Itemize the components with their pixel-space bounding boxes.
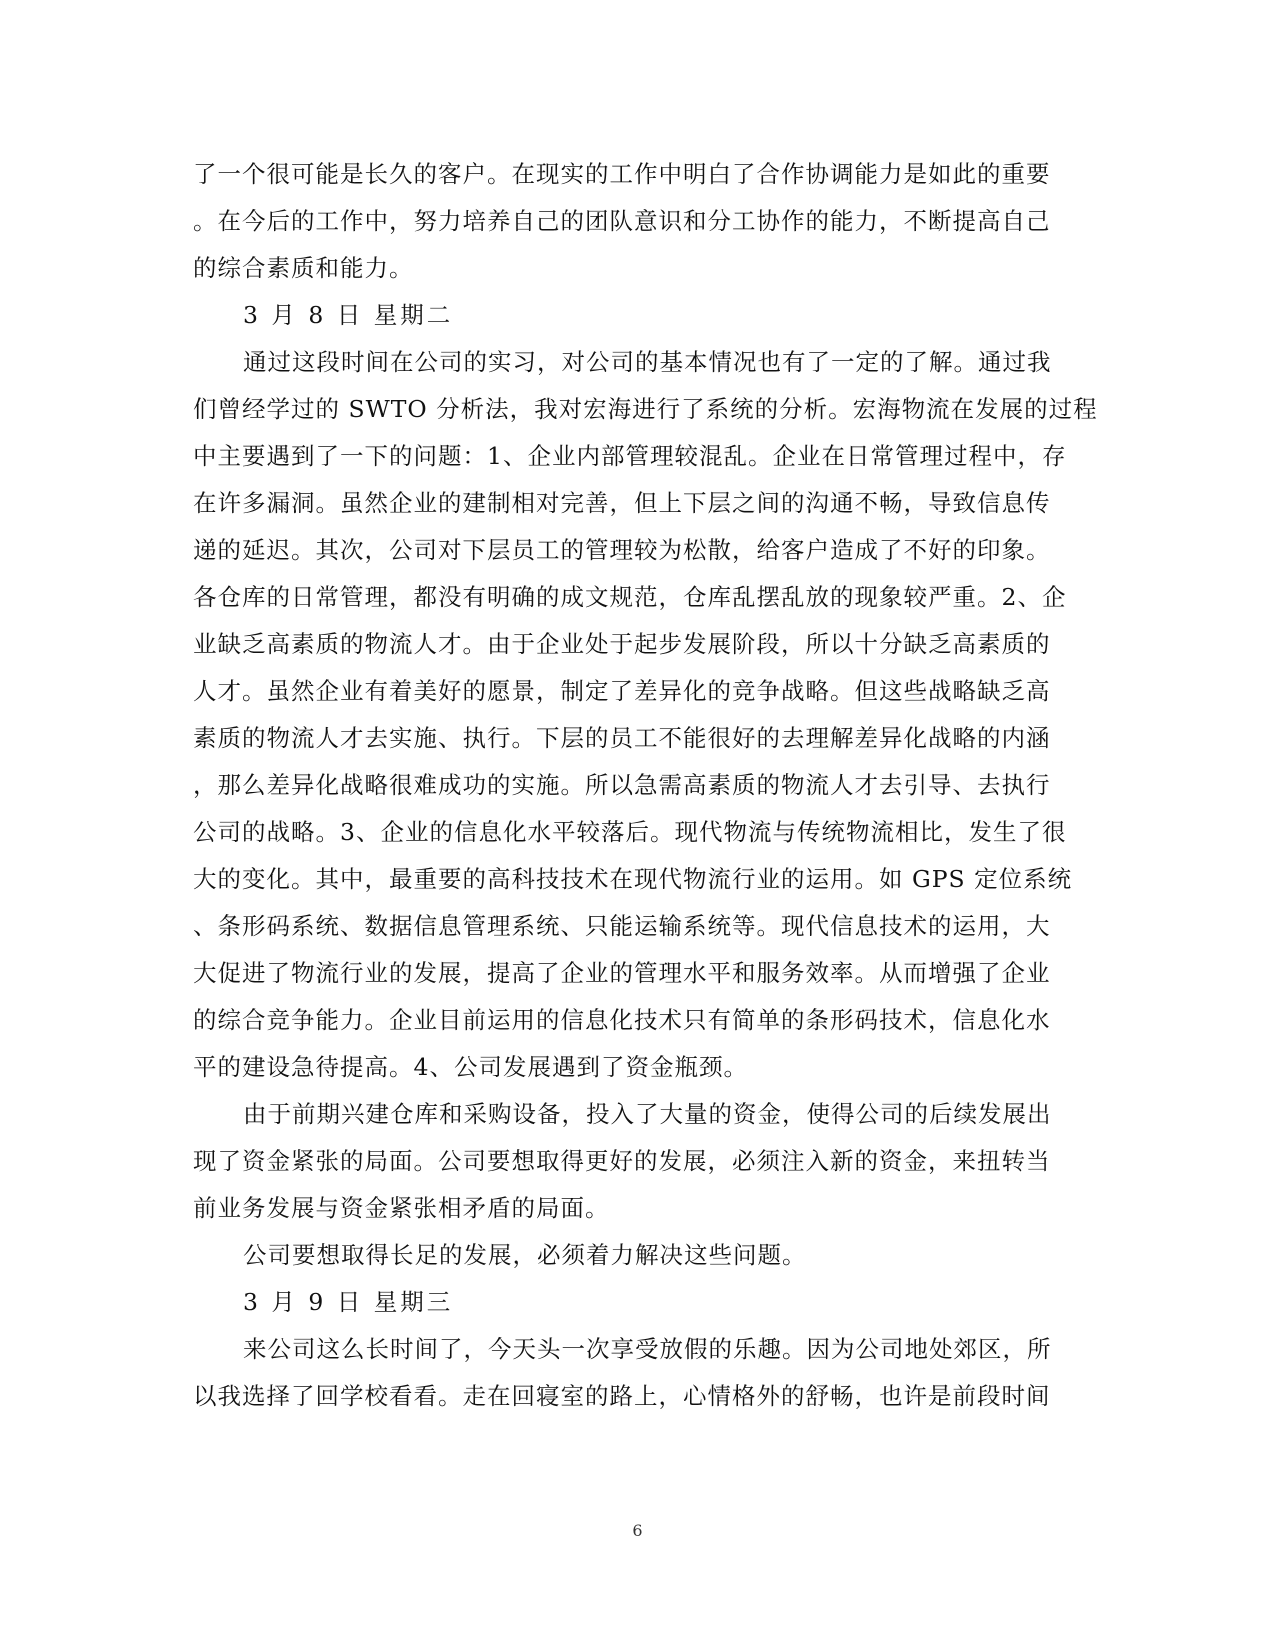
body-text-line: 由于前期兴建仓库和采购设备，投入了大量的资金，使得公司的后续发展出 xyxy=(243,1100,1052,1128)
body-text-line: 。在今后的工作中，努力培养自己的团队意识和分工协作的能力，不断提高自己 xyxy=(193,207,1051,235)
date-heading: 3 月 9 日 星期三 xyxy=(243,1288,454,1316)
body-text-line: 了一个很可能是长久的客户。在现实的工作中明白了合作协调能力是如此的重要 xyxy=(193,160,1051,188)
body-text-line: 素质的物流人才去实施、执行。下层的员工不能很好的去理解差异化战略的内涵 xyxy=(193,724,1051,752)
body-text-line: 人才。虽然企业有着美好的愿景，制定了差异化的竞争战略。但这些战略缺乏高 xyxy=(193,677,1051,705)
body-text-line: 公司要想取得长足的发展，必须着力解决这些问题。 xyxy=(243,1241,807,1269)
page-number: 6 xyxy=(632,1521,643,1540)
body-text-line: 通过这段时间在公司的实习，对公司的基本情况也有了一定的了解。通过我 xyxy=(243,348,1052,376)
body-text-line: 、条形码系统、数据信息管理系统、只能运输系统等。现代信息技术的运用，大 xyxy=(193,912,1051,940)
body-text-line: 以我选择了回学校看看。走在回寝室的路上，心情格外的舒畅，也许是前段时间 xyxy=(193,1382,1051,1410)
body-text-line: ，那么差异化战略很难成功的实施。所以急需高素质的物流人才去引导、去执行 xyxy=(193,771,1051,799)
body-text-line: 前业务发展与资金紧张相矛盾的局面。 xyxy=(193,1194,610,1222)
body-text-line: 大促进了物流行业的发展，提高了企业的管理水平和服务效率。从而增强了企业 xyxy=(193,959,1051,987)
body-text-line: 在许多漏洞。虽然企业的建制相对完善，但上下层之间的沟通不畅，导致信息传 xyxy=(193,489,1051,517)
body-text-line: 递的延迟。其次，公司对下层员工的管理较为松散，给客户造成了不好的印象。 xyxy=(193,536,1051,564)
body-text-line: 平的建设急待提高。4、公司发展遇到了资金瓶颈。 xyxy=(193,1053,748,1081)
body-text-line: 中主要遇到了一下的问题：1、企业内部管理较混乱。企业在日常管理过程中，存 xyxy=(193,442,1067,470)
body-text-line: 现了资金紧张的局面。公司要想取得更好的发展，必须注入新的资金，来扭转当 xyxy=(193,1147,1051,1175)
body-text-line: 业缺乏高素质的物流人才。由于企业处于起步发展阶段，所以十分缺乏高素质的 xyxy=(193,630,1051,658)
body-text-line: 各仓库的日常管理，都没有明确的成文规范，仓库乱摆乱放的现象较严重。2、企 xyxy=(193,583,1067,611)
body-text-line: 公司的战略。3、企业的信息化水平较落后。现代物流与传统物流相比，发生了很 xyxy=(193,818,1067,846)
body-text-line: 来公司这么长时间了，今天头一次享受放假的乐趣。因为公司地处郊区，所 xyxy=(243,1335,1052,1363)
body-text-line: 的综合素质和能力。 xyxy=(193,254,414,282)
body-text-line: 大的变化。其中，最重要的高科技技术在现代物流行业的运用。如 GPS 定位系统 xyxy=(193,865,1073,893)
body-text-line: 们曾经学过的 SWTO 分析法，我对宏海进行了系统的分析。宏海物流在发展的过程 xyxy=(193,395,1098,423)
body-text-line: 的综合竞争能力。企业目前运用的信息化技术只有简单的条形码技术，信息化水 xyxy=(193,1006,1051,1034)
date-heading: 3 月 8 日 星期二 xyxy=(243,301,454,329)
